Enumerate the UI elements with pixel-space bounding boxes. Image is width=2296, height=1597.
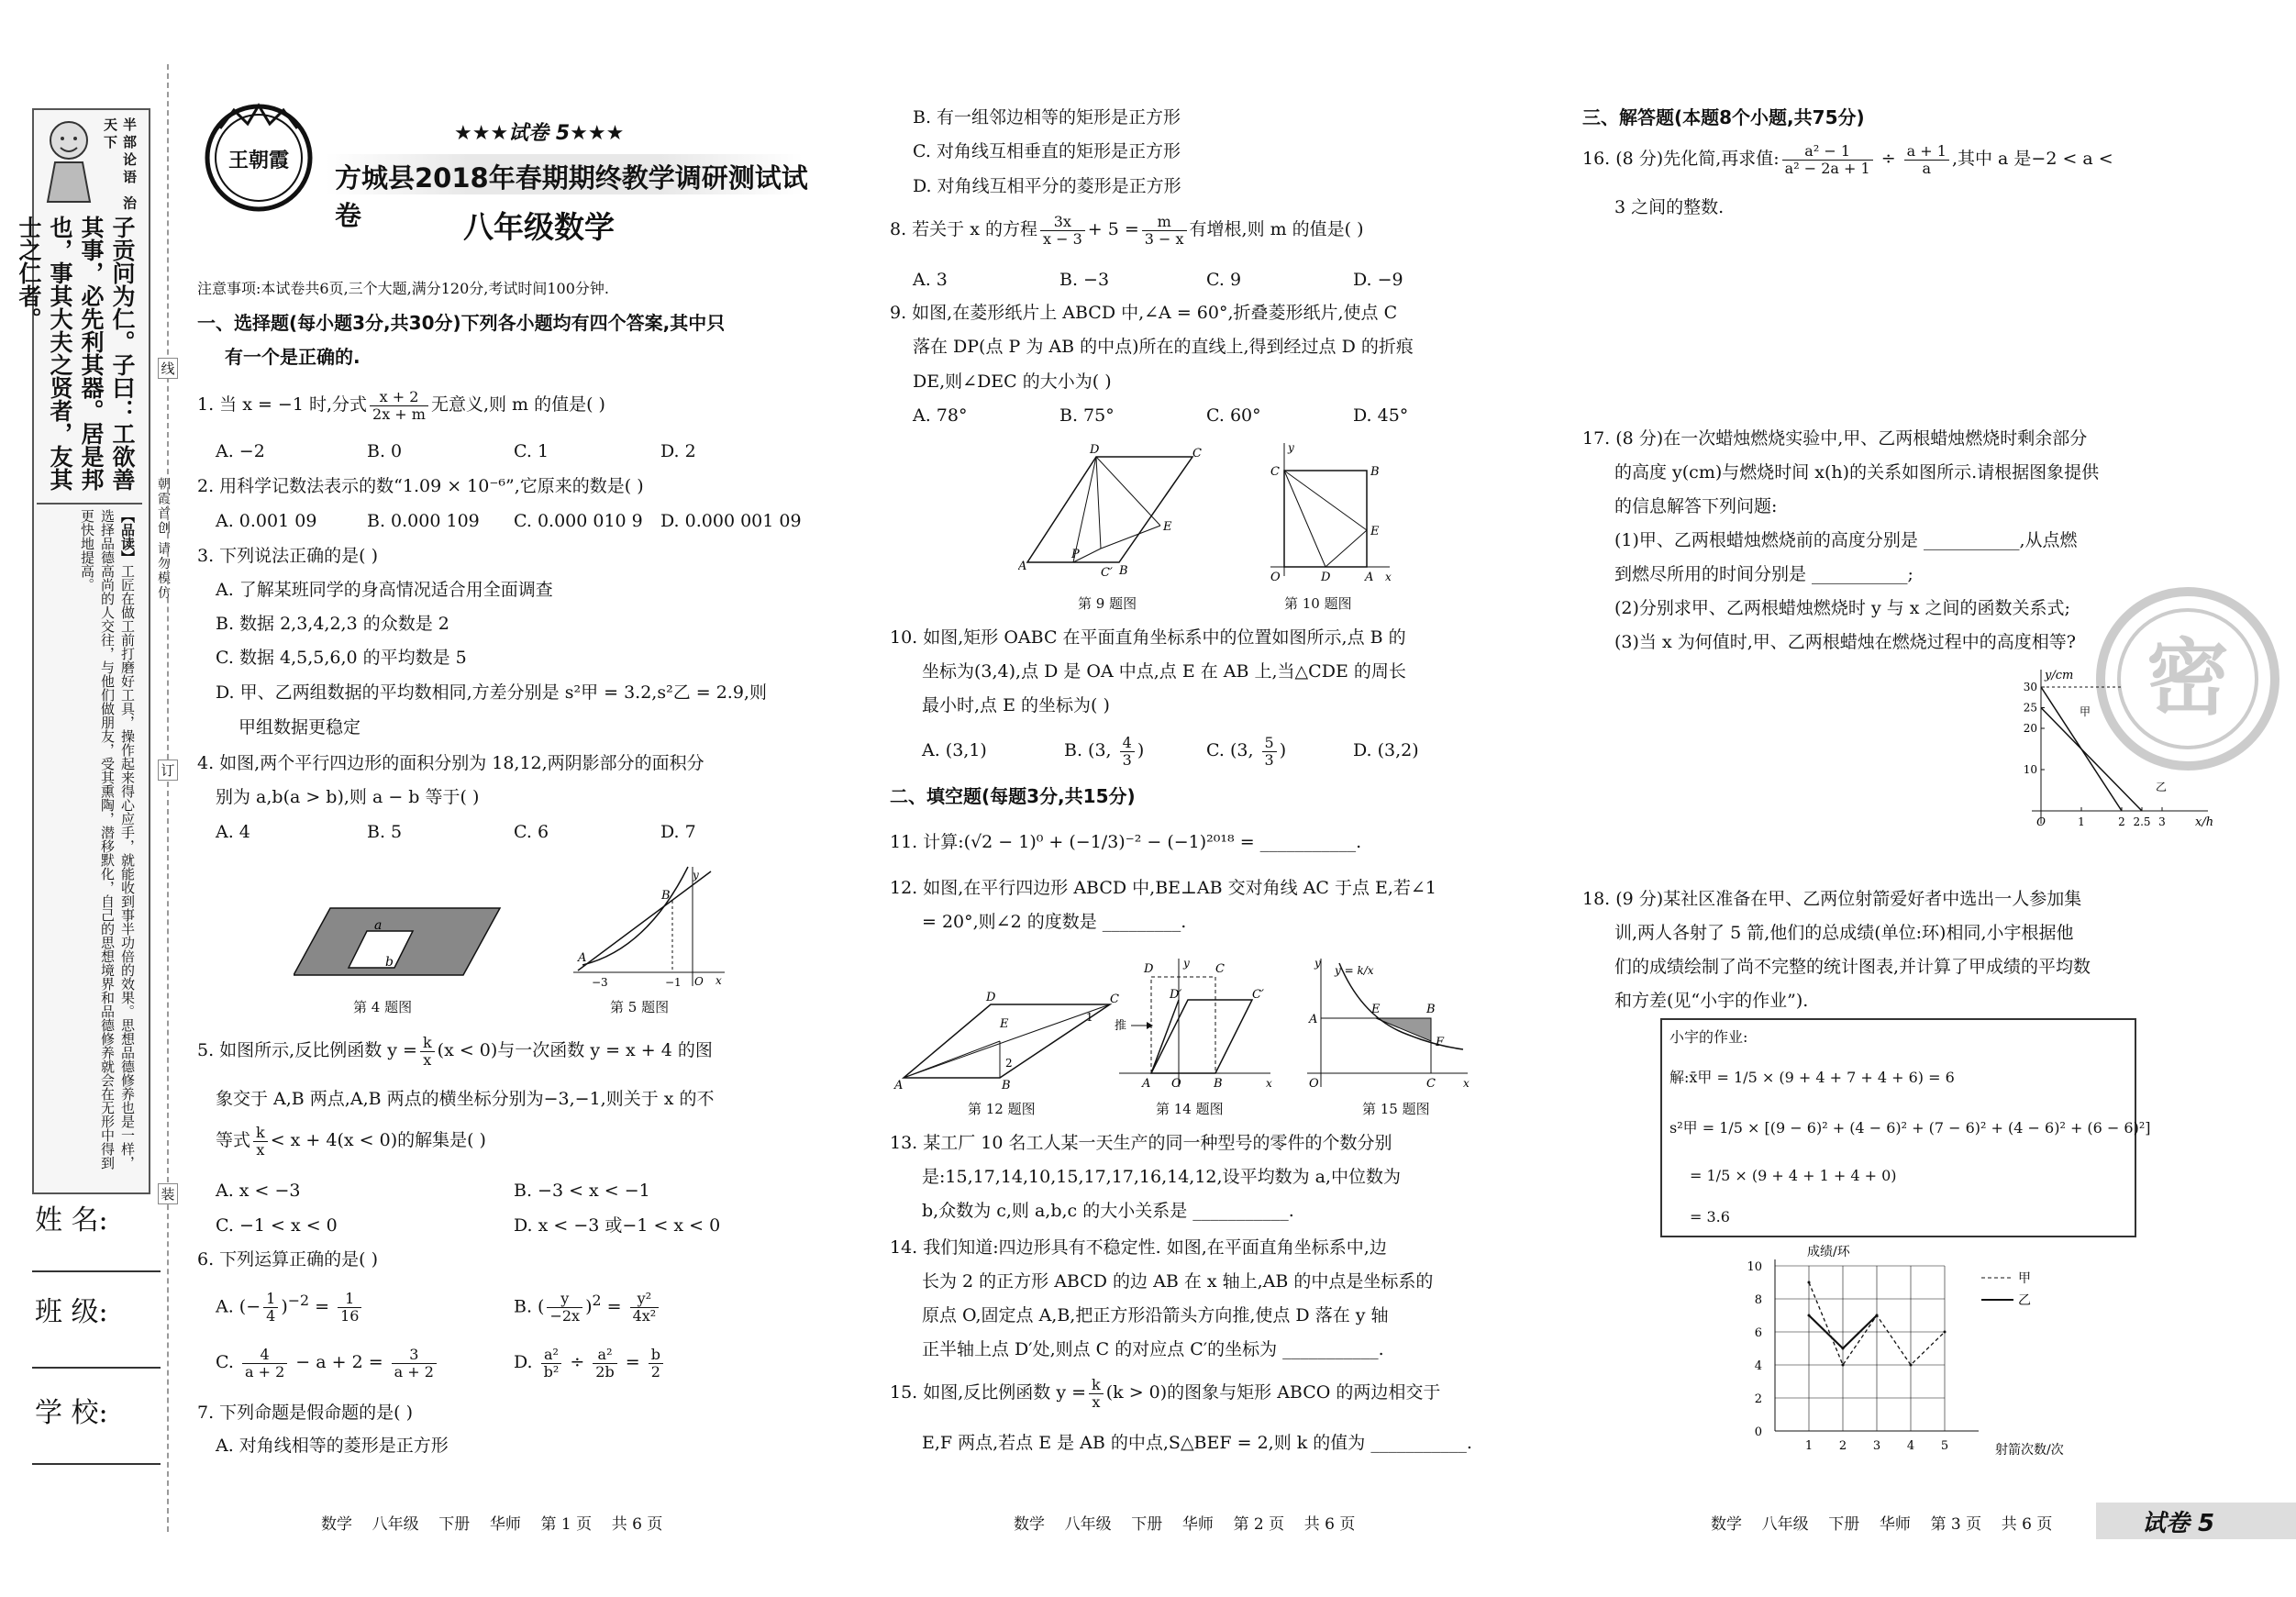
candle-y-tick: 20 [2023, 722, 2037, 735]
q1-option-b[interactable]: B. 0 [367, 441, 403, 461]
figure-4 [294, 894, 505, 986]
svg-text:O: O [1171, 1077, 1181, 1091]
question-18-cont: 训,两人各射了 5 箭,他们的总成绩(单位:环)相同,小宇根据他 [1614, 923, 2074, 943]
q2-option-a[interactable]: A. 0.001 09 [216, 511, 317, 531]
section-1-title: 一、选择题(每小题3分,共30分)下列各小题均有四个答案,其中只 [197, 312, 726, 334]
question-4: 4. 如图,两个平行四边形的面积分别为 18,12,两阴影部分的面积分 [197, 753, 704, 773]
score-x-tick: 4 [1906, 1439, 1915, 1453]
svg-text:x: x [1463, 1077, 1470, 1090]
q8-option-d[interactable]: D. −9 [1353, 270, 1403, 290]
svg-text:y: y [1314, 957, 1321, 970]
seal-char-2: 订 [158, 760, 178, 781]
q3-option-d-cont: 甲组数据更稳定 [238, 717, 361, 738]
q10-option-d[interactable]: D. (3,2) [1353, 740, 1419, 760]
svg-text:E: E [1371, 1003, 1381, 1016]
corner-chars: 半部论语 治天下 [102, 117, 138, 214]
q5-option-b[interactable]: B. −3 < x < −1 [514, 1181, 650, 1201]
q1-option-d[interactable]: D. 2 [660, 441, 696, 461]
candle-y-tick: 30 [2023, 681, 2037, 693]
question-17-cont-2: 的信息解答下列问题: [1614, 496, 1778, 516]
q8-option-c[interactable]: C. 9 [1206, 270, 1242, 290]
question-14: 14. 我们知道:四边形具有不稳定性. 如图,在平面直角坐标系中,边 [890, 1237, 1387, 1258]
question-17-part-1-cont: 到燃尽所用的时间分别是 ___________; [1614, 564, 1913, 584]
svg-text:D: D [986, 991, 996, 1004]
score-y-tick: 10 [1747, 1260, 1762, 1274]
q4-option-d[interactable]: D. 7 [660, 822, 696, 842]
exam-note: 注意事项:本试卷共6页,三个大题,满分120分,考试时间100分钟. [197, 280, 609, 297]
svg-text:A: A [1309, 1013, 1318, 1026]
question-12: 12. 如图,在平行四边形 ABCD 中,BE⊥AB 交对角线 AC 于点 E,若∠1 [890, 878, 1436, 898]
seal-char-3: 装 [158, 1183, 178, 1204]
svg-text:D′: D′ [1170, 988, 1182, 1002]
candle-series-label-yi: 乙 [2156, 781, 2168, 793]
svg-text:B: B [1370, 465, 1380, 479]
q4-option-c[interactable]: C. 6 [514, 822, 549, 842]
question-4-cont: 别为 a,b(a > b),则 a − b 等于( ) [216, 787, 480, 807]
homework-line-4: = 3.6 [1690, 1208, 1730, 1225]
score-point [1876, 1314, 1879, 1317]
svg-text:F: F [1436, 1036, 1445, 1049]
score-point [1808, 1281, 1811, 1284]
question-9-cont: 落在 DP(点 P 为 AB 的中点)所在的直线上,得到经过点 D 的折痕 [913, 337, 1414, 357]
seal-char-1: 线 [158, 358, 178, 379]
question-5: 5. 如图所示,反比例函数 y = $\frac{k}{x}$ (x < 0)与一次函数 y = x + 4 的图 [197, 1033, 713, 1069]
q6-option-b[interactable]: B. ( $\frac{y}{-2x}$ )$^2$ = $\frac{\text{y²}}{\text{4x²}}$ [514, 1284, 661, 1325]
svg-text:a: a [374, 918, 383, 933]
q8-option-b[interactable]: B. −3 [1059, 270, 1110, 290]
svg-text:B: B [1002, 1079, 1011, 1092]
q1-option-c[interactable]: C. 1 [514, 441, 549, 461]
svg-text:C: C [1110, 993, 1119, 1006]
q4-option-a[interactable]: A. 4 [216, 822, 250, 842]
question-5-cont: 象交于 A,B 两点,A,B 两点的横坐标分别为−3,−1,则关于 x 的不 [216, 1089, 715, 1109]
homework-title: 小宇的作业: [1669, 1028, 1748, 1046]
svg-text:推: 推 [1115, 1019, 1127, 1033]
question-3: 3. 下列说法正确的是( ) [197, 546, 379, 566]
logo-text: 王朝霞 [227, 149, 289, 172]
fig14-caption: 第 14 题图 [1156, 1101, 1224, 1117]
candle-ylabel: y/cm [2045, 669, 2074, 682]
svg-text:E: E [1163, 520, 1172, 534]
svg-text:y: y [693, 869, 699, 882]
question-12-cont: = 20°,则∠2 的度数是 _________. [922, 912, 1187, 932]
svg-text:−1: −1 [665, 976, 682, 989]
question-5-cont-2: 等式 $\frac{k}{x}$ < x + 4(x < 0)的解集是( ) [216, 1123, 486, 1159]
svg-text:C′: C′ [1101, 566, 1113, 580]
svg-text:y = k/x: y = k/x [1335, 964, 1374, 977]
svg-text:C: C [1192, 447, 1202, 460]
figure-14 [1115, 954, 1280, 1092]
confucius-icon [37, 115, 101, 206]
score-x-tick: 3 [1872, 1439, 1881, 1453]
quote-divider [37, 503, 142, 505]
subject-title: 八年级数学 [463, 209, 615, 245]
question-15-cont: E,F 两点,若点 E 是 AB 的中点,S△BEF = 2,则 k 的值为 ___________. [922, 1433, 1472, 1453]
question-13-cont-2: b,众数为 c,则 a,b,c 的大小关系是 ___________. [922, 1201, 1294, 1221]
column-1 [188, 0, 830, 1597]
figure-12 [890, 986, 1119, 1092]
q5-option-c[interactable]: C. −1 < x < 0 [216, 1215, 338, 1236]
question-17-part-2: (2)分别求甲、乙两根蜡烛燃烧时 y 与 x 之间的函数关系式; [1614, 598, 2070, 618]
svg-text:y: y [1183, 957, 1190, 970]
homework-box [1660, 1018, 2151, 1237]
q3-option-d[interactable]: D. 甲、乙两组数据的平均数相同,方差分别是 s²甲 = 3.2,s²乙 = 2.9,则 [216, 682, 767, 703]
svg-text:A: A [578, 951, 587, 965]
svg-text:D: D [1321, 571, 1331, 584]
score-chart [1738, 1243, 2069, 1472]
svg-text:B: B [661, 889, 671, 903]
q6-option-d[interactable]: D. $\frac{\text{a²}}{\text{b²}}$ ÷ $\frac{\text{a²}}{2b}$ = $\frac{b}{2}$ [514, 1346, 666, 1381]
question-14-cont-3: 正半轴上点 D′处,则点 C 的对应点 C′的坐标为 ___________. [922, 1339, 1384, 1359]
question-8: 8. 若关于 x 的方程 $\frac{3x}{x - 3}$ + 5 = $\frac{m}{3 - x}$ 有增根,则 m 的值是( ) [890, 212, 1364, 248]
sidebar [0, 0, 174, 1597]
candle-x-tick: 2 [2118, 815, 2125, 828]
score-xlabel: 射箭次数/次 [1995, 1443, 2064, 1458]
legend-jia: 甲 [2018, 1271, 2031, 1286]
svg-text:E: E [1370, 525, 1380, 538]
score-y-tick: 0 [1754, 1425, 1762, 1439]
svg-text:E: E [1000, 1017, 1009, 1031]
question-13-cont: 是:15,17,14,10,15,17,17,16,14,12,设平均数为 a,中位数为 [922, 1167, 1401, 1187]
score-ylabel: 成绩/环 [1807, 1245, 1850, 1259]
stamp-text: 密 [2146, 629, 2229, 726]
score-y-tick: 4 [1754, 1359, 1762, 1373]
score-point [1842, 1364, 1845, 1367]
score-y-tick: 2 [1754, 1392, 1762, 1406]
svg-text:A: A [1142, 1077, 1151, 1091]
fig10-caption: 第 10 题图 [1284, 595, 1352, 612]
svg-text:O: O [694, 975, 704, 988]
svg-text:1: 1 [1086, 1011, 1093, 1024]
svg-text:x: x [1266, 1077, 1272, 1090]
q2-option-d[interactable]: D. 0.000 001 09 [660, 511, 802, 531]
reading-text: 【品读】工匠在做工前打磨好工具，操作起来得心应手，就能收到事半功倍的效果。思想品德修养也是一样，选择品德高尚的人交往，与他们做朋友，受其熏陶，潜移默化，自己的思想境界和品德修养就会在无形中得到更快地提高。 [79, 509, 136, 1170]
q7-option-b[interactable]: B. 有一组邻边相等的矩形是正方形 [913, 107, 1181, 128]
svg-text:b: b [385, 955, 394, 970]
q10-option-c[interactable]: C. (3, $\frac{5}{3}$ ) [1206, 733, 1287, 769]
score-y-tick: 8 [1754, 1293, 1762, 1307]
question-15: 15. 如图,反比例函数 y = $\frac{k}{x}$ (k > 0)的图象与矩形 ABCO 的两边相交于 [890, 1375, 1441, 1411]
candle-x-tick: 1 [2078, 815, 2085, 828]
q5-option-a[interactable]: A. x < −3 [216, 1181, 301, 1201]
candle-y-tick: 10 [2023, 763, 2037, 776]
q9-option-c[interactable]: C. 60° [1206, 405, 1261, 426]
candle-xlabel: x/h [2195, 815, 2214, 829]
figure-5 [573, 862, 729, 991]
q7-option-a[interactable]: A. 对角线相等的菱形是正方形 [216, 1436, 449, 1456]
name-label: 姓 名: [35, 1204, 108, 1237]
question-9: 9. 如图,在菱形纸片上 ABCD 中,∠A = 60°,折叠菱形纸片,使点 C [890, 303, 1398, 323]
section-3-title: 三、解答题(本题8个小题,共75分) [1582, 106, 1865, 128]
question-10-cont-2: 最小时,点 E 的坐标为( ) [922, 695, 1110, 715]
candle-chart [2013, 662, 2215, 832]
q8-option-a[interactable]: A. 3 [913, 270, 948, 290]
q1-option-a[interactable]: A. −2 [216, 441, 265, 461]
q9-option-a[interactable]: A. 78° [913, 405, 968, 426]
fig4-caption: 第 4 题图 [353, 999, 413, 1015]
question-18-cont-2: 们的成绩绘制了尚不完整的统计图表,并计算了甲成绩的平均数 [1614, 957, 2091, 977]
homework-line-3: = 1/5 × (9 + 4 + 1 + 4 + 0) [1690, 1167, 1897, 1184]
q6-option-a[interactable]: A. (− $\frac{1}{4}$ )$^{-2}$ = $\frac{1}{16}$ [216, 1284, 364, 1325]
question-17: 17. (8 分)在一次蜡烛燃烧实验中,甲、乙两根蜡烛燃烧时剩余部分 [1582, 428, 2088, 449]
column-3 [1582, 0, 2296, 1597]
candle-series-label-jia: 甲 [2080, 705, 2091, 718]
q10-option-b[interactable]: B. (3, $\frac{4}{3}$ ) [1064, 733, 1145, 769]
q9-option-b[interactable]: B. 75° [1059, 405, 1115, 426]
score-x-tick: 1 [1804, 1439, 1814, 1453]
class-field[interactable] [32, 1367, 161, 1369]
question-17-cont: 的高度 y(cm)与燃烧时间 x(h)的关系如图所示.请根据图象提供 [1614, 462, 2100, 482]
svg-text:x: x [1385, 571, 1392, 583]
svg-text:A: A [1365, 571, 1374, 584]
page-3-footer: 数学 八年级 下册 华师 第 3 页 共 6 页 [1711, 1515, 2053, 1534]
svg-text:C: C [1426, 1077, 1436, 1091]
q9-option-d[interactable]: D. 45° [1353, 405, 1409, 426]
svg-text:A: A [894, 1079, 904, 1092]
question-13: 13. 某工厂 10 名工人某一天生产的同一种型号的零件的个数分别 [890, 1133, 1392, 1153]
q5-option-d[interactable]: D. x < −3 或−1 < x < 0 [514, 1215, 721, 1236]
homework-line-1: 解:x̄甲 = 1/5 × (9 + 4 + 7 + 4 + 6) = 6 [1669, 1069, 1955, 1086]
publisher-logo [202, 101, 316, 216]
score-x-tick: 5 [1940, 1439, 1949, 1453]
question-14-cont-2: 原点 O,固定点 A,B,把正方形沿箭头方向推,使点 D 落在 y 轴 [922, 1305, 1389, 1325]
svg-text:P: P [1071, 548, 1080, 561]
school-field[interactable] [32, 1463, 161, 1465]
candle-x-tick: 2.5 [2133, 815, 2151, 828]
page-1-footer: 数学 八年级 下册 华师 第 1 页 共 6 页 [321, 1515, 663, 1534]
q7-option-c[interactable]: C. 对角线互相垂直的矩形是正方形 [913, 141, 1181, 161]
svg-text:2: 2 [1005, 1057, 1013, 1070]
svg-text:B: B [1214, 1077, 1223, 1091]
page-2-footer: 数学 八年级 下册 华师 第 2 页 共 6 页 [1014, 1515, 1356, 1534]
candle-x-tick: O [2036, 815, 2046, 828]
svg-text:C: C [1215, 962, 1225, 976]
homework-line-2: s²甲 = 1/5 × [(9 − 6)² + (4 − 6)² + (7 − 6)² + (4 − 6)² + (6 − 6)²] [1669, 1119, 2151, 1137]
paper-number: ★★★试卷 5★★★ [454, 122, 625, 145]
class-label: 班 级: [35, 1296, 108, 1328]
svg-text:D: D [1144, 962, 1154, 976]
question-2: 2. 用科学记数法表示的数“1.09 × 10⁻⁶”,它原来的数是( ) [197, 476, 644, 496]
question-1: 1. 当 x = −1 时,分式 $\frac{x + 2}{2x + m}$ 无意义,则 m 的值是( ) [197, 387, 605, 423]
fig9-caption: 第 9 题图 [1078, 595, 1137, 612]
svg-text:y: y [1288, 441, 1294, 454]
question-10: 10. 如图,矩形 OABC 在平面直角坐标系中的位置如图所示,点 B 的 [890, 627, 1406, 648]
question-9-cont-2: DE,则∠DEC 的大小为( ) [913, 372, 1112, 392]
svg-text:B: B [1426, 1003, 1436, 1016]
q6-option-c[interactable]: C. $\frac{4}{a + 2}$ − a + 2 = $\frac{3}{a + 2}$ [216, 1346, 439, 1381]
candle-y-tick: 25 [2023, 701, 2037, 715]
score-x-tick: 2 [1838, 1439, 1847, 1453]
question-6: 6. 下列运算正确的是( ) [197, 1249, 379, 1270]
question-16-cont: 3 之间的整数. [1614, 197, 1725, 217]
svg-text:C′: C′ [1252, 988, 1264, 1002]
question-11: 11. 计算:(√2 − 1)⁰ + (−1/3)⁻² − (−1)²⁰¹⁸ = ___________. [890, 832, 1362, 852]
svg-text:D: D [1090, 443, 1100, 457]
paper-tag: 试卷 5 [2142, 1510, 2215, 1537]
question-16: 16. (8 分)先化简,再求值: $\frac{\text{a² − 1}}{\text{a² − 2a + 1}}$ ÷ $\frac{a + 1}{a}$ ,其中 a 是−2 < a < [1582, 141, 2113, 177]
candle-line-jia [2041, 708, 2142, 812]
binding-line [167, 64, 169, 1532]
candle-x-tick: 3 [2158, 815, 2166, 828]
legend-yi: 乙 [2018, 1293, 2031, 1308]
quote-text: 子贡问为仁。子曰：工欲善其事，必先利其器。居是邦也，事其大夫之贤者，友其士之仁者。 [16, 216, 136, 491]
fig15-caption: 第 15 题图 [1362, 1101, 1430, 1117]
question-18: 18. (9 分)某社区准备在甲、乙两位射箭爱好者中选出一人参加集 [1582, 889, 2082, 909]
figure-9 [1018, 438, 1202, 585]
score-point [1842, 1347, 1845, 1350]
fig12-caption: 第 12 题图 [968, 1101, 1036, 1117]
score-point [1910, 1364, 1913, 1367]
svg-text:A: A [1018, 560, 1027, 573]
section-1-title-2: 有一个是正确的. [225, 346, 360, 368]
figure-15 [1298, 954, 1472, 1092]
question-7: 7. 下列命题是假命题的是( ) [197, 1403, 414, 1423]
score-point [1808, 1314, 1811, 1317]
q2-option-b[interactable]: B. 0.000 109 [367, 511, 480, 531]
exam-title: 方城县2018年春期期终教学调研测试试卷 [335, 162, 808, 231]
question-18-cont-3: 和方差(见“小宇的作业”). [1614, 991, 1809, 1011]
section-2-title: 二、填空题(每题3分,共15分) [890, 785, 1136, 807]
svg-text:B: B [1119, 564, 1128, 578]
figure-10 [1257, 438, 1394, 585]
q4-option-b[interactable]: B. 5 [367, 822, 403, 842]
svg-text:C: C [1270, 465, 1280, 479]
vertical-note: 朝霞首创 请勿模仿 [156, 477, 171, 601]
fig5-caption: 第 5 题图 [610, 999, 670, 1015]
score-point [1944, 1331, 1947, 1334]
q7-option-d[interactable]: D. 对角线互相平分的菱形是正方形 [913, 176, 1181, 196]
svg-text:O: O [1309, 1077, 1319, 1091]
svg-text:x: x [715, 974, 722, 987]
question-10-cont: 坐标为(3,4),点 D 是 OA 中点,点 E 在 AB 上,当△CDE 的周长 [922, 661, 1406, 682]
score-y-tick: 6 [1754, 1326, 1762, 1340]
svg-text:O: O [1270, 571, 1281, 584]
school-label: 学 校: [35, 1397, 108, 1429]
q2-option-c[interactable]: C. 0.000 010 9 [514, 511, 643, 531]
q3-option-a[interactable]: A. 了解某班同学的身高情况适合用全面调查 [216, 580, 553, 600]
question-14-cont: 长为 2 的正方形 ABCD 的边 AB 在 x 轴上,AB 的中点是坐标系的 [922, 1271, 1434, 1292]
q3-option-b[interactable]: B. 数据 2,3,4,2,3 的众数是 2 [216, 614, 449, 634]
column-2 [890, 0, 1514, 1597]
question-17-part-1: (1)甲、乙两根蜡烛燃烧前的高度分别是 ___________,从点燃 [1614, 530, 2078, 550]
name-field[interactable] [32, 1270, 161, 1272]
q3-option-c[interactable]: C. 数据 4,5,5,6,0 的平均数是 5 [216, 648, 467, 668]
svg-text:−3: −3 [592, 976, 608, 989]
question-17-part-3: (3)当 x 为何值时,甲、乙两根蜡烛在燃烧过程中的高度相等? [1614, 632, 2076, 652]
q10-option-a[interactable]: A. (3,1) [922, 740, 987, 760]
